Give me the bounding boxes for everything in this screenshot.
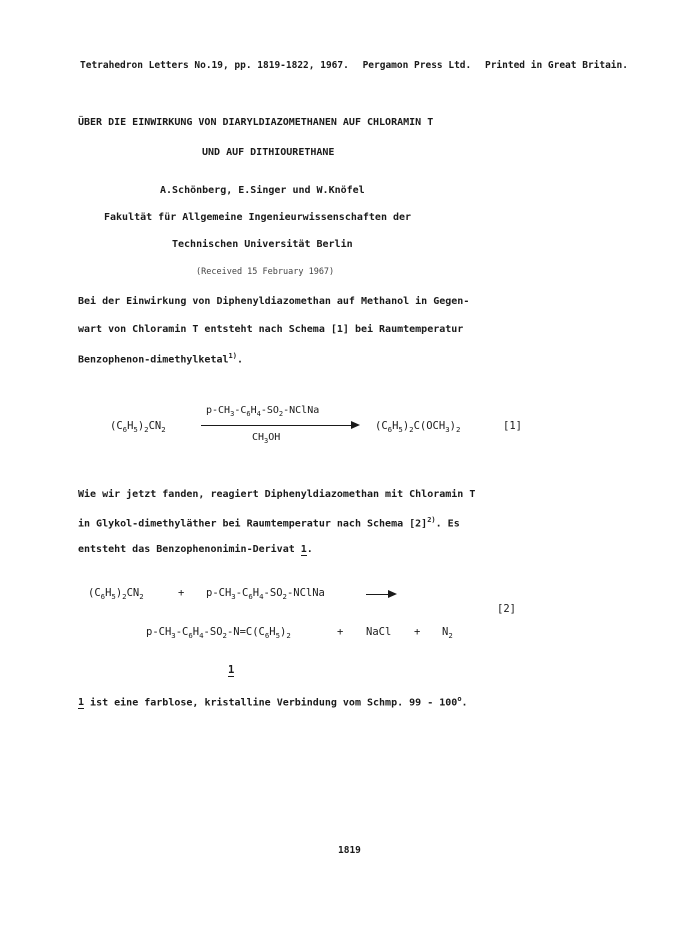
para3 xyxy=(78,695,468,708)
arrow-right-icon xyxy=(388,590,397,598)
scheme2-reactant: $(C_6H_5)_2CN_2$ xyxy=(88,587,144,602)
printed-in: Printed in Great Britain. xyxy=(484,60,628,71)
para1-line-3 xyxy=(78,352,243,365)
scheme2-arrow xyxy=(366,594,390,595)
scheme2-plus-3: + xyxy=(414,626,421,638)
authors: A.Schönberg, E.Singer und W.Knöfel xyxy=(160,185,365,196)
scheme1-product: $(C_6H_5)_2C(OCH_3)_2$ xyxy=(375,420,461,435)
para2-line-1: Wie wir jetzt fanden, reagiert Diphenyldiazomethan mit Chloramin T xyxy=(78,489,476,500)
compound-ref-1: 1 xyxy=(300,544,307,555)
affiliation-line-1: Fakultät für Allgemeine Ingenieurwissenschaften der xyxy=(104,212,412,223)
scheme2-plus-1: + xyxy=(178,587,185,599)
scheme2-product: $p-CH_3-C_6H_4-SO_2-N=C(C_6H_5)_2$ xyxy=(146,626,291,641)
arrow-right-icon xyxy=(351,421,360,429)
scheme2-nitrogen: $N_2$ xyxy=(442,626,453,641)
compound-ref-1b: 1 xyxy=(78,697,85,709)
para3-text: ist eine farblose, kristalline Verbindung vom Schmp. 99 - 100 xyxy=(84,697,458,709)
title-line-2: UND AUF DITHIOURETHANE xyxy=(202,147,335,158)
scheme2-compound-number: 1 xyxy=(228,664,235,676)
para1-line-1: Bei der Einwirkung von Diphenyldiazomethan auf Methanol in Gegen- xyxy=(78,296,470,307)
scheme2-label: [2] xyxy=(497,603,516,615)
title-line-1: ÜBER DIE EINWIRKUNG VON DIARYLDIAZOMETHANEN AUF CHLORAMIN T xyxy=(78,117,434,128)
para1-line-2: wart von Chloramin T entsteht nach Schema [1] bei Raumtemperatur xyxy=(78,324,464,335)
affiliation-line-2: Technischen Universität Berlin xyxy=(172,239,353,250)
para2-line-3-end: . xyxy=(306,544,313,555)
degree-mark: o xyxy=(457,695,462,703)
ref-2: 2) xyxy=(427,516,436,524)
scheme2-nacl: NaCl xyxy=(366,626,392,638)
scheme2-plus-2: + xyxy=(337,626,344,638)
scheme1-reagent-below: $CH_3OH$ xyxy=(252,432,281,445)
journal-citation xyxy=(80,60,628,71)
para2-line-3 xyxy=(78,544,313,555)
para3-end: . xyxy=(461,697,468,709)
scheme1-arrow xyxy=(201,425,353,426)
scheme2-chloramine: $p-CH_3-C_6H_4-SO_2$-NClNa xyxy=(206,587,325,602)
para2-line-3-text: entsteht das Benzophenonimin-Derivat xyxy=(78,544,301,555)
scheme1-label: [1] xyxy=(503,420,522,432)
para2-line-2-text: in Glykol-dimethyläther bei Raumtemperatur nach Schema [2] xyxy=(78,518,428,530)
scheme1-reactant: $(C_6H_5)_2CN_2$ xyxy=(110,420,166,435)
ketal-name: Benzophenon-dimethylketal xyxy=(78,354,229,366)
ref-1: 1) xyxy=(228,352,237,360)
para2-line-2 xyxy=(78,516,460,529)
citation: Tetrahedron Letters No.19, pp. 1819-1822, 1967. xyxy=(80,60,349,71)
para1-period: . xyxy=(236,354,243,366)
received-date: (Received 15 February 1967) xyxy=(196,267,335,277)
scheme1-reagent-above: $p-CH_3-C_6H_4-SO_2$-NClNa xyxy=(206,405,320,418)
para2-line-2-end: . Es xyxy=(435,518,460,530)
publisher: Pergamon Press Ltd. xyxy=(362,60,472,71)
page-number: 1819 xyxy=(338,845,361,856)
